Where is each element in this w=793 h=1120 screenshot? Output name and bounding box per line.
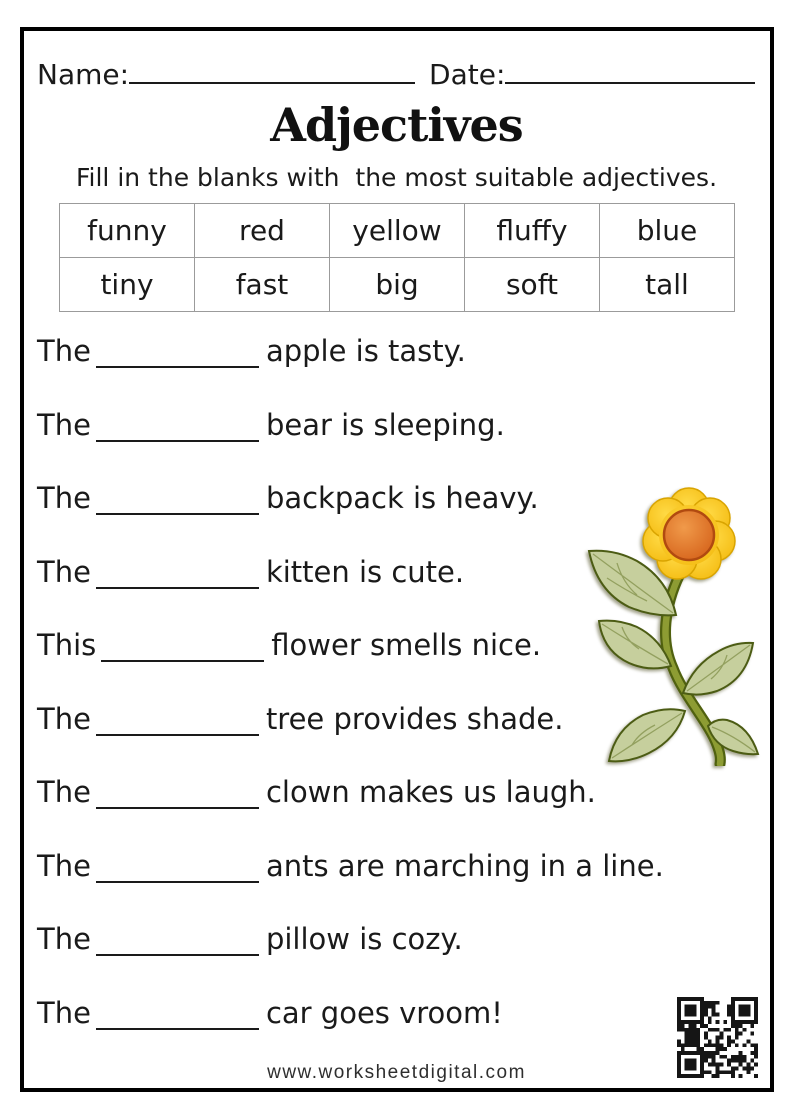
sentence-blank-field[interactable] (96, 563, 259, 589)
sentence-row (37, 775, 767, 849)
sentence-rest: ants are marching in a line. (265, 848, 664, 883)
date-blank-field[interactable] (505, 60, 755, 84)
sentence-blank-field[interactable] (96, 857, 259, 883)
sentence-blank-field[interactable] (96, 930, 259, 956)
sentence-lead: The (37, 554, 91, 589)
instruction-text: Fill in the blanks with the most suitable adjectives. (75, 163, 718, 192)
sentence-lead: The (37, 848, 91, 883)
sentence-lead: The (37, 995, 91, 1030)
word-bank-cell: funny (60, 204, 195, 258)
word-bank-table (59, 203, 735, 312)
sentence-rest: car goes vroom! (265, 995, 503, 1030)
sentence-lead: The (37, 922, 91, 956)
sentence-row (37, 849, 767, 923)
word-bank-cell: fast (195, 258, 330, 312)
word-bank-cell: tall (600, 258, 735, 312)
sentence-rest: tree provides shade. (265, 701, 564, 736)
sentence-lead: The (37, 407, 91, 442)
word-bank-cell: big (330, 258, 465, 312)
sentence-rest: backpack is heavy. (265, 481, 539, 515)
word-bank-cell: fluffy (465, 204, 600, 258)
word-bank-cell: soft (465, 258, 600, 312)
sentence-row (37, 408, 767, 482)
word-bank-row (60, 258, 735, 312)
footer-website-url: www.worksheetdigital.com (267, 1062, 526, 1083)
sentence-rest: apple is tasty. (265, 334, 466, 368)
sentence-row (37, 996, 767, 1070)
sentence-blank-field[interactable] (96, 416, 259, 442)
sentence-rest: pillow is cozy. (265, 922, 463, 956)
sentence-blank-field[interactable] (96, 342, 259, 368)
sentence-rest: bear is sleeping. (265, 407, 505, 442)
sentence-blank-field[interactable] (96, 783, 259, 809)
word-bank-cell: tiny (60, 258, 195, 312)
sentence-blank-field[interactable] (96, 1004, 259, 1030)
sentence-lead: The (37, 334, 91, 368)
name-date-row (37, 58, 755, 91)
sentence-lead: The (37, 701, 91, 736)
word-bank-cell: yellow (330, 204, 465, 258)
date-label: Date: (429, 58, 506, 91)
flower-head (643, 488, 735, 579)
sentence-row (37, 922, 767, 996)
sentence-rest: kitten is cute. (265, 554, 465, 589)
word-bank-cell: blue (600, 204, 735, 258)
sentence-rest: flower smells nice. (271, 628, 542, 662)
sentence-lead: The (37, 481, 91, 515)
sentence-lead: This (37, 628, 97, 662)
sentence-rest: clown makes us laugh. (265, 775, 596, 809)
sentence-lead: The (37, 775, 91, 809)
flower-plant-illustration (577, 483, 760, 766)
word-bank-cell: red (195, 204, 330, 258)
name-label: Name: (37, 58, 130, 91)
sentence-blank-field[interactable] (101, 636, 264, 662)
name-blank-field[interactable] (129, 60, 415, 84)
sentence-row (37, 334, 767, 408)
sentence-blank-field[interactable] (96, 489, 259, 515)
sentence-blank-field[interactable] (96, 710, 259, 736)
word-bank-row (60, 204, 735, 258)
page-title: Adjectives (270, 98, 523, 152)
